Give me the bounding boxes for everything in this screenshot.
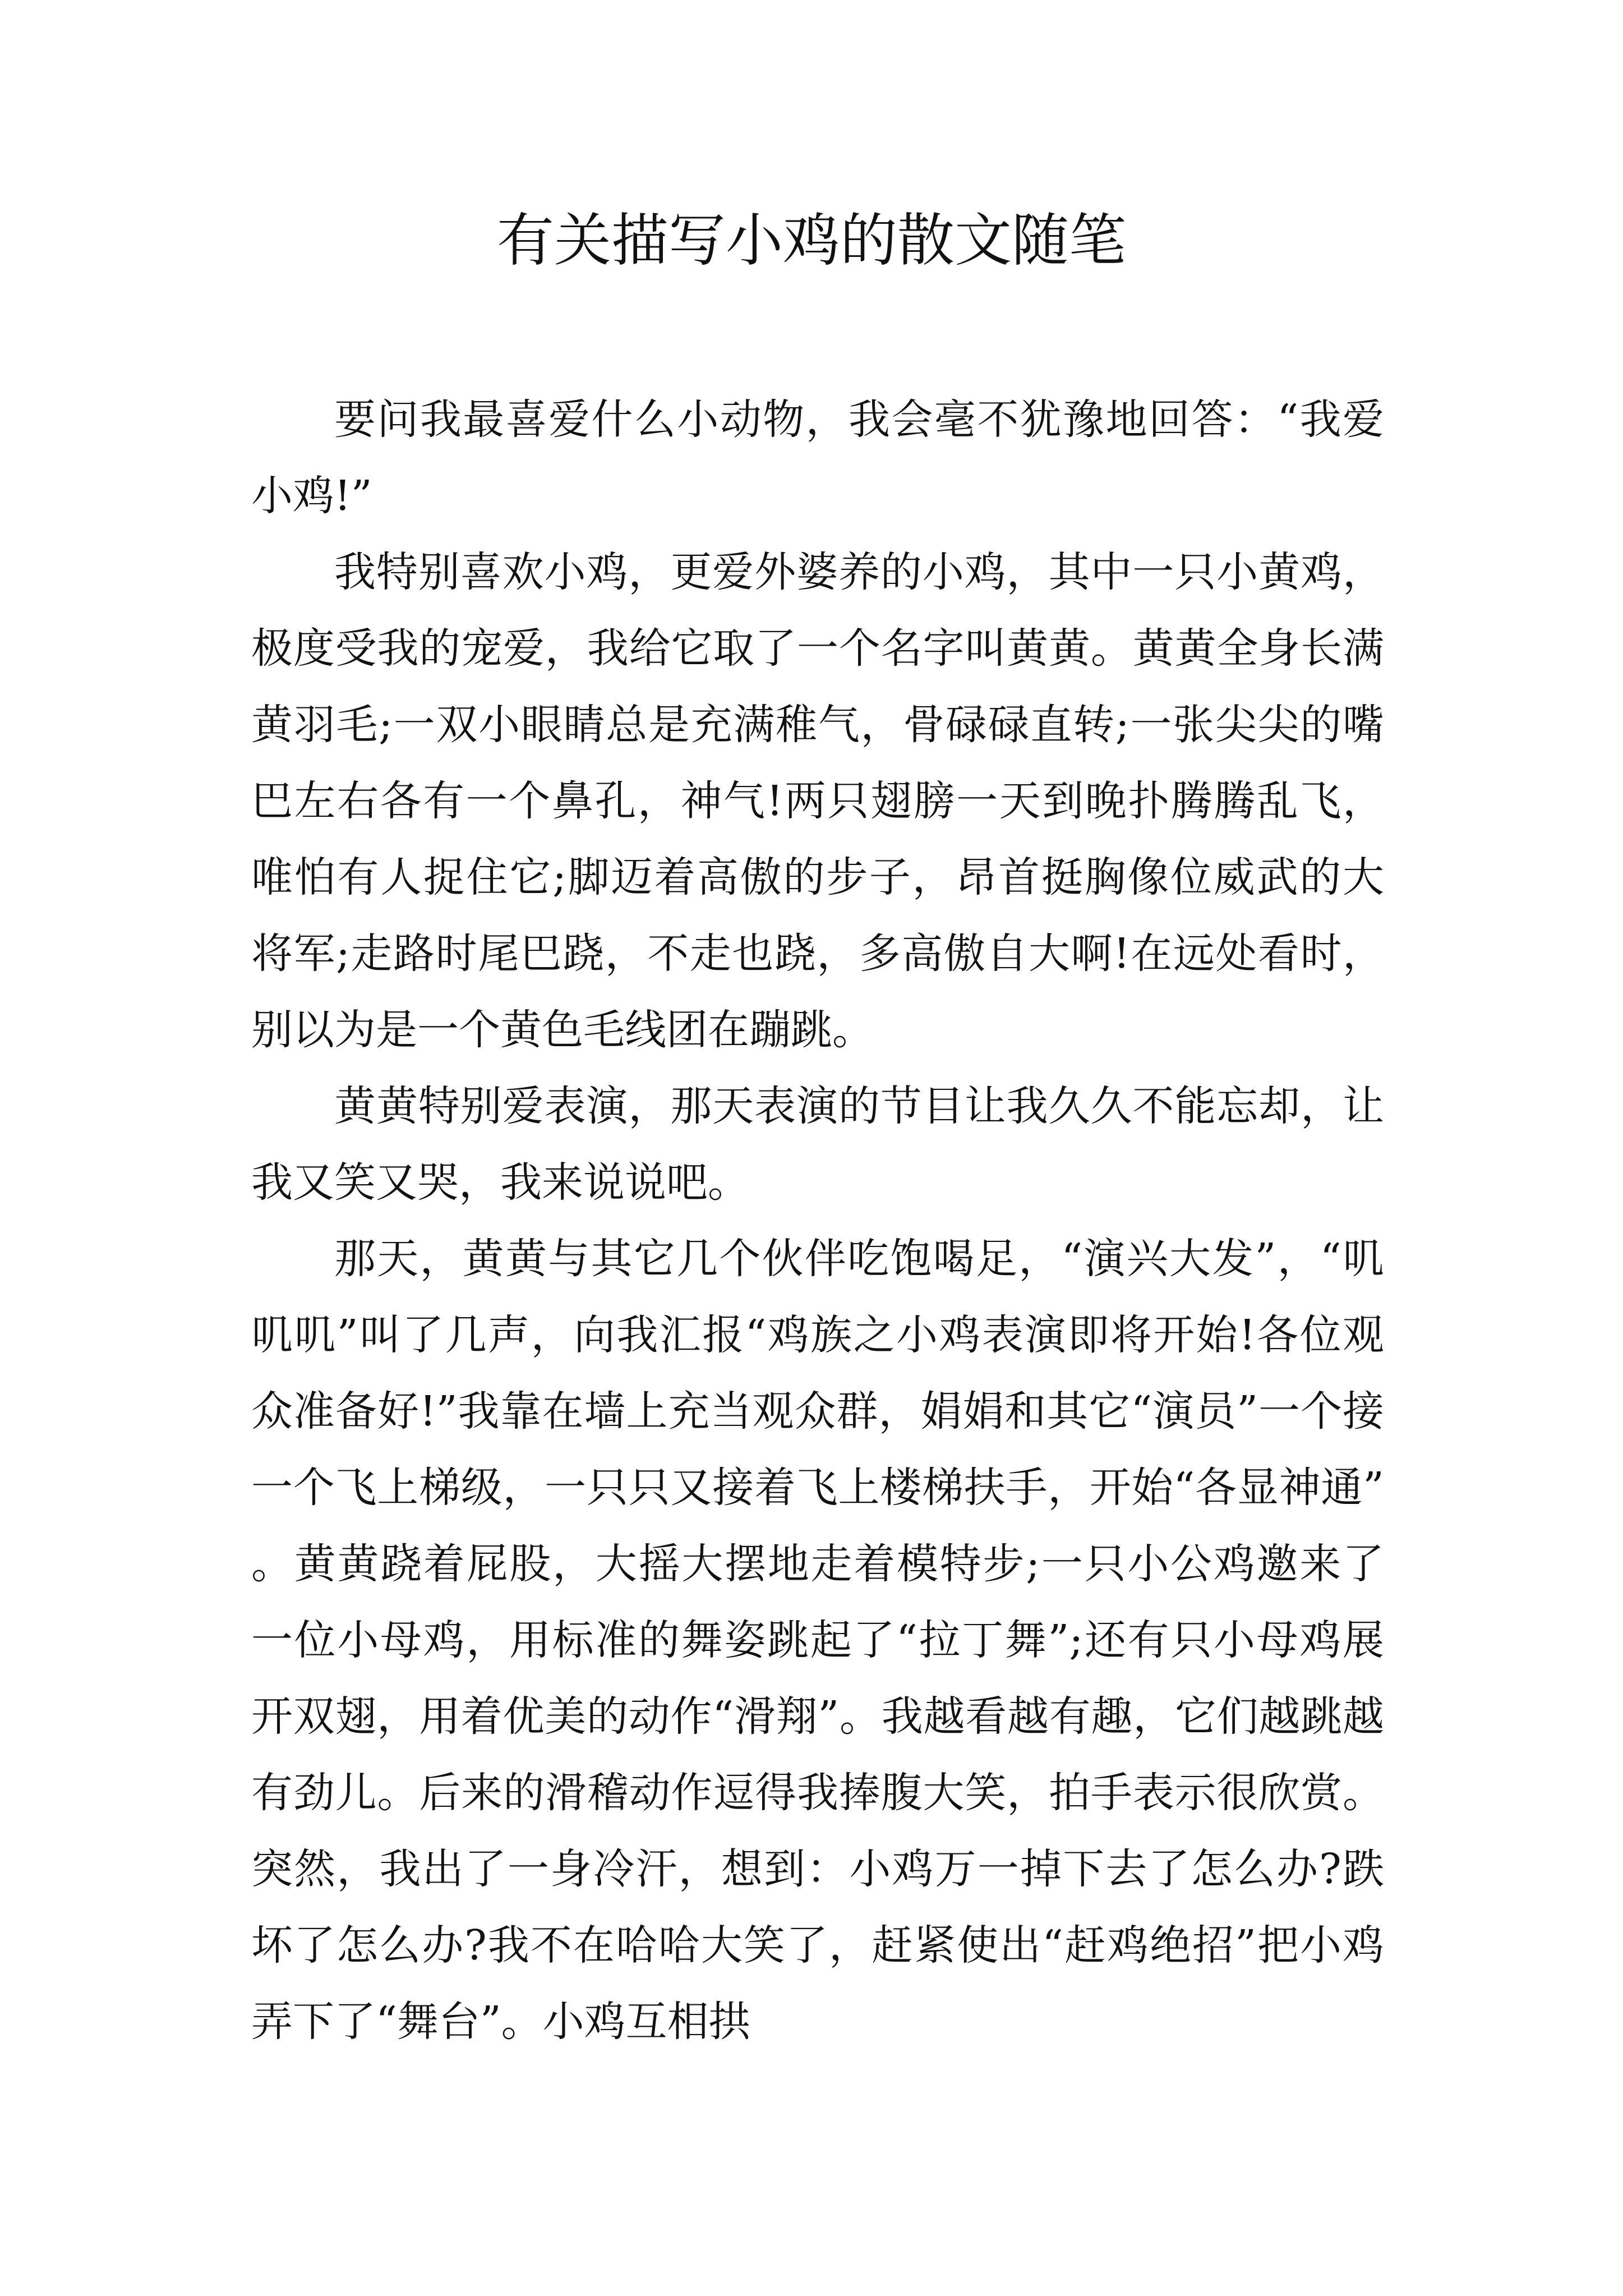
paragraph: 我特别喜欢小鸡，更爱外婆养的小鸡，其中一只小黄鸡，极度受我的宠爱，我给它取了一个名字叫黄黄。黄黄全身长满黄羽毛;一双小眼睛总是充满稚气，骨碌碌直转;一张尖尖的嘴巴左右各有一个鼻孔，神气!两只翅膀一天到晚扑腾腾乱飞，唯怕有人捉住它;脚迈着高傲的步子，昂首挺胸像位威武的大将军;走路时尾巴跷，不走也跷，多高傲自大啊!在远处看时，别以为是一个黄色毛线团在蹦跳。 xyxy=(251,548,1384,1054)
paragraph: 要问我最喜爱什么小动物，我会毫不犹豫地回答：“我爱小鸡!” xyxy=(251,395,1384,520)
paragraph: 黄黄特别爱表演，那天表演的节目让我久久不能忘却，让我又笑又哭，我来说说吧。 xyxy=(251,1082,1384,1207)
paragraph: 那天，黄黄与其它几个伙伴吃饱喝足，“演兴大发”，“叽叽叽”叫了几声，向我汇报“鸡族之小鸡表演即将开始!各位观众准备好!”我靠在墙上充当观众群，娟娟和其它“演员”一个接一个飞上梯级，一只只又接着飞上楼梯扶手，开始“各显神通”。黄黄跷着屁股，大摇大摆地走着模特步;一只小公鸡邀来了一位小母鸡，用标准的舞姿跳起了“拉丁舞”;还有只小母鸡展开双翅，用着优美的动作“滑翔”。我越看越有趣，它们越跳越有劲儿。后来的滑稽动作逗得我捧腹大笑，拍手表示很欣赏。突然，我出了一身冷汗，想到：小鸡万一掉下去了怎么办?跌坏了怎么办?我不在哈哈大笑了，赶紧使出“赶鸡绝招”把小鸡弄下了“舞台”。小鸡互相拱 xyxy=(251,1235,1384,2046)
document-body xyxy=(251,381,1384,2060)
document-title: 有关描写小鸡的散文随笔 xyxy=(497,208,1126,274)
